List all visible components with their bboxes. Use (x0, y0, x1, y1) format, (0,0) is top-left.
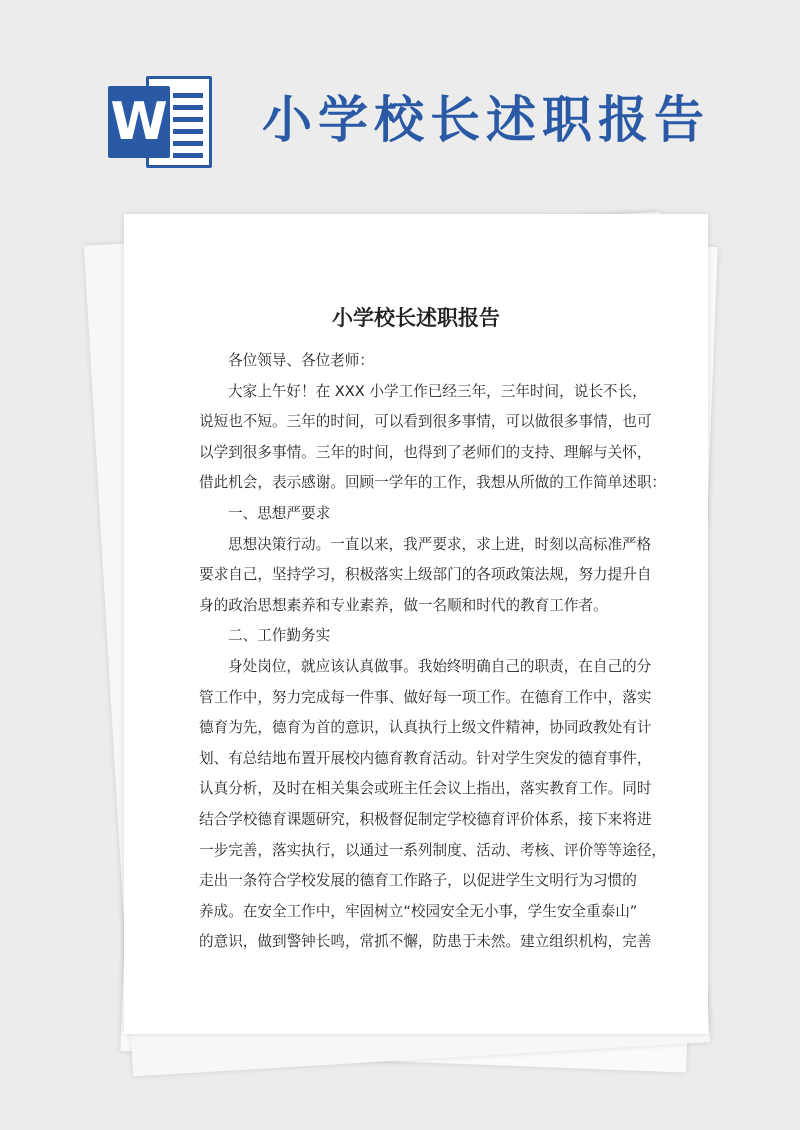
document-line: 思想决策行动。一直以来，我严要求，求上进，时刻以高标准严格 (228, 535, 652, 553)
document-line: 说短也不短。三年的时间，可以看到很多事情，可以做很多事情，也可 (199, 413, 652, 431)
banner-header (0, 0, 800, 200)
document-line: 划、有总结地布置开展校内德育教育活动。针对学生突发的德育事件， (199, 749, 652, 767)
document-line: 德育为先，德育为首的意识，认真执行上级文件精神，协同政教处有计 (199, 719, 652, 737)
document-page (124, 214, 708, 1034)
document-title: 小学校长述职报告 (332, 306, 500, 330)
word-document-icon (108, 76, 212, 168)
document-line: 管工作中，努力完成每一件事、做好每一项工作。在德育工作中，落实 (199, 688, 652, 706)
document-body (199, 346, 667, 958)
document-line: 大家上午好！在 XXX 小学工作已经三年，三年时间，说长不长， (228, 382, 647, 400)
document-line: 身处岗位，就应该认真做事。我始终明确自己的职责，在自己的分 (228, 657, 652, 675)
document-line: 认真分析，及时在相关集会或班主任会议上指出，落实教育工作。同时 (199, 780, 652, 798)
document-line: 二、工作勤务实 (228, 627, 331, 645)
document-line: 一、思想严要求 (228, 504, 331, 522)
document-line: 各位领导、各位老师： (228, 352, 374, 369)
document-line: 走出一条符合学校发展的德育工作路子，以促进学生文明行为习惯的 (199, 872, 637, 890)
document-line: 身的政治思想素养和专业素养，做一名顺和时代的教育工作者。 (199, 596, 608, 614)
document-line: 的意识，做到警钟长鸣，常抓不懈，防患于未然。建立组织机构，完善 (199, 933, 652, 951)
banner-title: 小学校长述职报告 (262, 91, 710, 149)
document-line: 养成。在安全工作中，牢固树立“校园安全无小事，学生安全重泰山” (199, 902, 638, 920)
document-line: 结合学校德育课题研究，积极督促制定学校德育评价体系，接下来将进 (199, 810, 652, 828)
document-line: 借此机会，表示感谢。回顾一学年的工作，我想从所做的工作简单述职： (199, 474, 667, 492)
document-line: 以学到很多事情。三年的时间，也得到了老师们的支持、理解与关怀， (199, 443, 652, 461)
word-icon-letter: W (108, 86, 170, 158)
document-line: 要求自己，坚持学习，积极落实上级部门的各项政策法规，努力提升自 (199, 566, 652, 584)
document-line: 一步完善，落实执行，以通过一系列制度、活动、考核、评价等等途径， (199, 841, 667, 859)
